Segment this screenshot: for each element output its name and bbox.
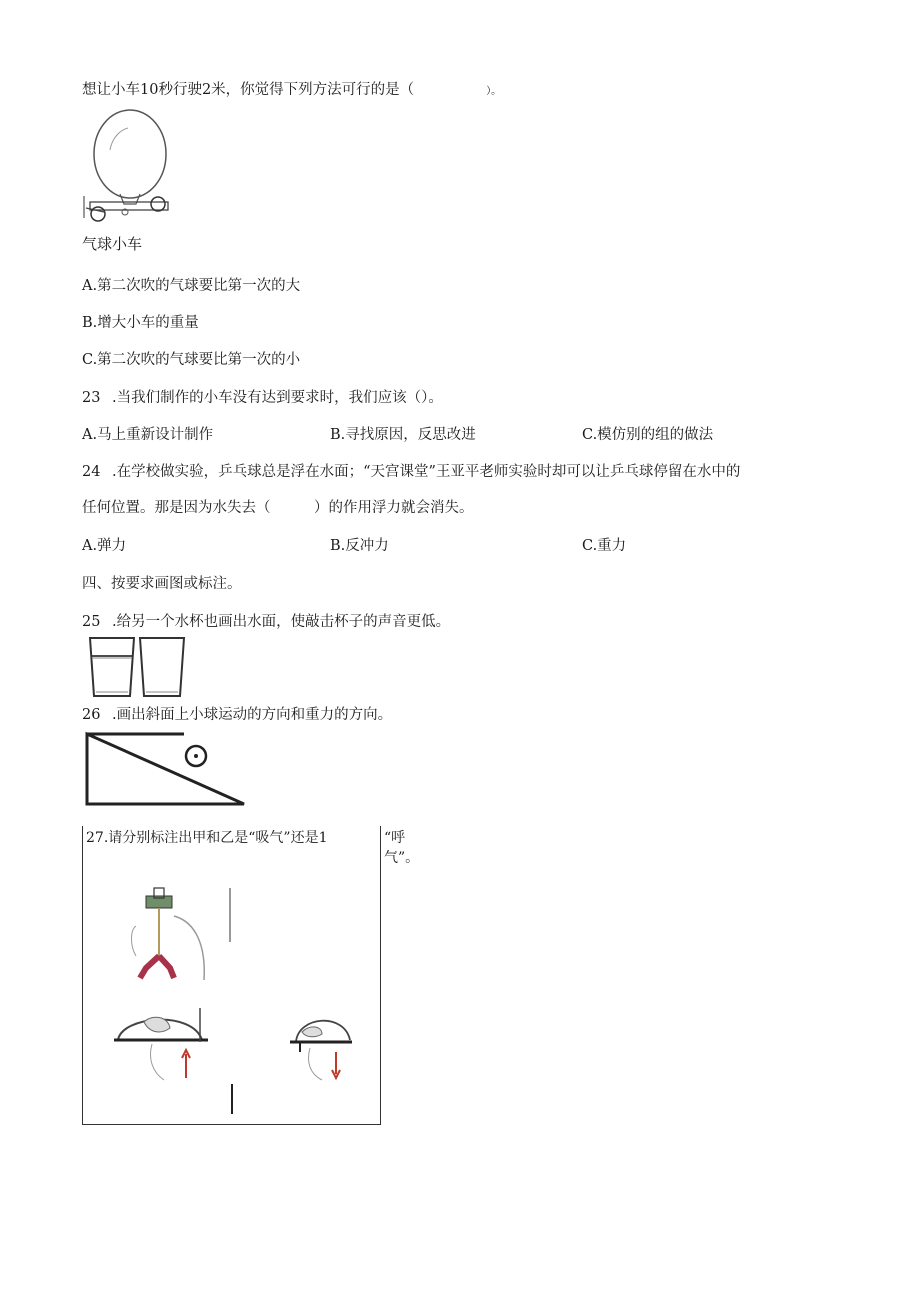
q22-stem-text: 想让小车10秒行驶2米，你觉得下列方法可行的是（ bbox=[82, 82, 415, 98]
q23-number: 23 bbox=[82, 390, 101, 406]
breathing-model-yi-image bbox=[288, 1012, 358, 1088]
q24-option-b: B.反冲力 bbox=[330, 538, 389, 554]
incline-ball-image bbox=[84, 730, 250, 810]
q26-number: 26 bbox=[82, 707, 101, 723]
lung-model-image bbox=[126, 886, 236, 986]
q24-option-a: A.弹力 bbox=[82, 538, 127, 554]
breathing-model-jia-image bbox=[112, 1006, 212, 1086]
q22-option-c: C.第二次吹的气球要比第一次的小 bbox=[82, 352, 301, 368]
q22-option-a: A.第二次吹的气球要比第一次的大 bbox=[82, 278, 301, 294]
q24-number: 24 bbox=[82, 464, 101, 480]
q24-stem-line1: .在学校做实验，乒乓球总是浮在水面；“天宫课堂”王亚平老师实验时却可以让乒乓球停留在水中的 bbox=[112, 464, 741, 480]
q25-stem: .给另一个水杯也画出水面，使敲击杯子的声音更低。 bbox=[112, 614, 451, 630]
q25-number: 25 bbox=[82, 614, 101, 630]
q23-option-a: A.马上重新设计制作 bbox=[82, 427, 214, 443]
q24-stem-line2: 任何位置。那是因为水失去（ ）的作用浮力就会消失。 bbox=[82, 500, 474, 516]
q23-option-c: C.模仿别的组的做法 bbox=[582, 427, 714, 443]
q22-close-paren: ）。 bbox=[486, 86, 502, 97]
q24-option-c: C.重力 bbox=[582, 538, 627, 554]
q22-figure-caption: 气球小车 bbox=[82, 235, 143, 253]
section-heading: 四、按要求画图或标注。 bbox=[82, 576, 242, 592]
q23-option-b: B.寻找原因，反思改进 bbox=[330, 427, 476, 443]
q27-frame-right-border bbox=[380, 826, 381, 1124]
balloon-car-image bbox=[80, 108, 180, 228]
q27-inner-divider bbox=[231, 1084, 233, 1114]
q26-stem: .画出斜面上小球运动的方向和重力的方向。 bbox=[112, 707, 393, 723]
q22-stem bbox=[82, 80, 501, 102]
water-cups-image bbox=[86, 634, 196, 700]
q27-stem-right-line2: 气”。 bbox=[384, 850, 420, 866]
q27-stem-right-line1: “呼 bbox=[384, 830, 406, 846]
q27-stem-left: 27.请分别标注出甲和乙是“吸气”还是1 bbox=[86, 830, 328, 846]
q22-option-b: B.增大小车的重量 bbox=[82, 315, 199, 331]
q23-stem: .当我们制作的小车没有达到要求时，我们应该（）。 bbox=[112, 390, 443, 406]
